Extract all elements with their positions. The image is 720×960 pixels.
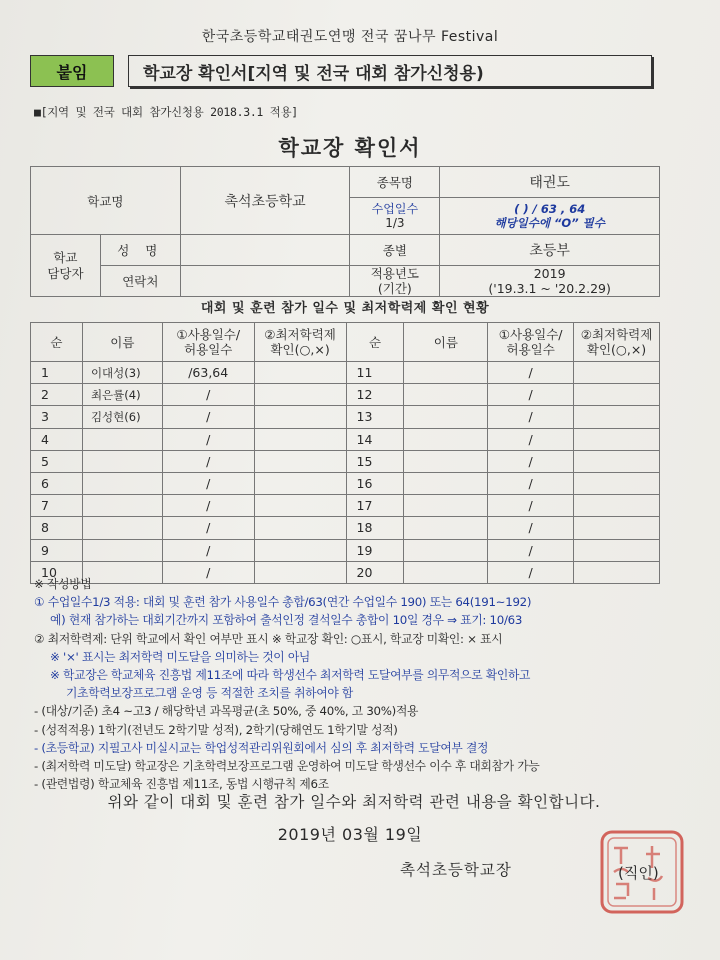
row-check[interactable] — [254, 406, 346, 428]
header-no-2: 순 — [346, 323, 404, 362]
header-days-2col-1: ①사용일수/ — [498, 327, 563, 342]
attachment-tag: 붙임 — [30, 55, 114, 87]
row-check[interactable] — [254, 539, 346, 561]
year-label-1: 적용년도 — [370, 266, 420, 281]
row-check[interactable] — [254, 450, 346, 472]
participation-roster-table — [30, 322, 660, 584]
row-no: 13 — [346, 406, 404, 428]
bullet-5: - (관련법령) 학교체육 진흥법 제11조, 동법 시행규칙 제6조 — [34, 777, 329, 792]
document-banner — [30, 55, 652, 87]
row-check[interactable] — [574, 450, 660, 472]
row-check[interactable] — [254, 495, 346, 517]
manager-label-2: 담당자 — [47, 265, 84, 281]
section-title: 대회 및 훈련 참가 일수 및 최저학력제 확인 현황 — [200, 301, 490, 316]
row-no: 14 — [346, 428, 404, 450]
attendance-label — [350, 198, 440, 235]
row-days[interactable]: / — [162, 450, 254, 472]
header-days-2: 허용일수 — [184, 342, 233, 357]
row-no: 2 — [31, 384, 83, 406]
writing-instructions — [34, 575, 674, 793]
row-check[interactable] — [254, 384, 346, 406]
seal-label: (직인) — [618, 864, 659, 882]
row-check[interactable] — [574, 384, 660, 406]
table-row — [31, 472, 660, 494]
note-2a — [34, 630, 674, 648]
row-no: 9 — [31, 539, 83, 561]
table-row — [31, 450, 660, 472]
row-name — [404, 428, 488, 450]
row-no: 5 — [31, 450, 83, 472]
row-days[interactable]: / — [162, 539, 254, 561]
notes-heading: ※ 작성방법 — [34, 577, 92, 591]
note-1a: ① 수업일수1/3 적용: 대회 및 훈련 참가 사용일수 총합/63(연간 수업일수 190) 또는 64(191~192) — [34, 595, 532, 610]
row-check[interactable] — [574, 428, 660, 450]
table-row — [31, 539, 660, 561]
row-days[interactable]: / — [162, 517, 254, 539]
row-days[interactable]: / — [488, 428, 574, 450]
table-row — [31, 406, 660, 428]
bullet-2: - (성적적용) 1학기(전년도 2학기말 성적), 2학기(당해연도 1학기말 성적) — [34, 722, 398, 737]
header-name: 이름 — [82, 323, 162, 362]
row-name — [82, 539, 162, 561]
row-name — [82, 472, 162, 494]
year-value — [440, 266, 660, 297]
row-days[interactable]: / — [488, 495, 574, 517]
attendance-value-2: 해당일수에 “O” 필수 — [494, 216, 605, 230]
attendance-value — [440, 198, 660, 235]
row-name: 최은률(4) — [82, 384, 162, 406]
row-check[interactable] — [574, 517, 660, 539]
row-name — [404, 384, 488, 406]
row-days[interactable]: / — [488, 517, 574, 539]
attendance-value-1: ( ) / 63 , 64 — [514, 202, 586, 216]
row-name: 이대성(3) — [82, 362, 162, 384]
row-no: 12 — [346, 384, 404, 406]
contact-label: 연락처 — [100, 266, 180, 297]
name-value[interactable] — [180, 235, 350, 266]
note-2d: 기초학력보장프로그램 운영 등 적절한 조치를 취하여야 함 — [66, 686, 354, 701]
row-check[interactable] — [254, 517, 346, 539]
bullet-1: - (대상/기준) 초4 ~고3 / 해당학년 과목평균(초 50%, 중 40%, 고 30%)적용 — [34, 704, 419, 719]
school-value: 촉석초등학교 — [180, 167, 350, 235]
row-name — [404, 539, 488, 561]
row-days[interactable]: / — [488, 362, 574, 384]
row-check[interactable] — [574, 362, 660, 384]
applicability-note: ■[지역 및 전국 대회 참가신청용 2018.3.1 적용] — [34, 105, 298, 119]
row-days[interactable]: /63,64 — [162, 362, 254, 384]
roster-header-row — [31, 323, 660, 362]
division-label: 종별 — [350, 235, 440, 266]
name-label: 성 명 — [100, 235, 180, 266]
header-check-2col-2: 확인(○,×) — [586, 342, 647, 357]
header-check-2: 확인(○,×) — [270, 342, 330, 357]
note-2c: ※ 학교장은 학교체육 진흥법 제11조에 따라 학생선수 최저학력 도달여부를 의무적으로 확인하고 — [50, 668, 531, 683]
row-check[interactable] — [254, 362, 346, 384]
row-days[interactable]: / — [488, 561, 574, 583]
festival-header: 한국초등학교태권도연맹 전국 꿈나무 Festival — [201, 29, 499, 45]
note-1b: 예) 현재 참가하는 대회기간까지 포함하여 출석인정 결석일수 총합이 10일 경우 ⇒ 표기: 10/63 — [50, 613, 523, 628]
year-value-2: ('19.3.1 ~ '20.2.29) — [488, 281, 611, 296]
row-days[interactable]: / — [488, 406, 574, 428]
row-check[interactable] — [254, 428, 346, 450]
event-label: 종목명 — [350, 167, 440, 198]
row-no: 3 — [31, 406, 83, 428]
row-no: 16 — [346, 472, 404, 494]
attendance-label-2: 1/3 — [385, 216, 405, 230]
row-no: 6 — [31, 472, 83, 494]
row-name — [82, 428, 162, 450]
row-name — [404, 450, 488, 472]
manager-label-1: 학교 — [53, 249, 78, 265]
row-no: 4 — [31, 428, 83, 450]
event-value: 태권도 — [440, 167, 660, 198]
row-no: 20 — [346, 561, 404, 583]
row-days[interactable]: / — [488, 384, 574, 406]
row-check[interactable] — [574, 495, 660, 517]
division-value: 초등부 — [440, 235, 660, 266]
year-label — [350, 266, 440, 297]
header-no: 순 — [31, 323, 83, 362]
document-title: 학교장 확인서 — [278, 136, 422, 160]
row-days[interactable]: / — [162, 472, 254, 494]
row-days[interactable]: / — [488, 450, 574, 472]
header-days-2col-2: 허용일수 — [506, 342, 555, 357]
header-days — [162, 323, 254, 362]
row-name — [82, 495, 162, 517]
row-name — [404, 362, 488, 384]
note-2a-text: ② 최저학력제: 단위 학교에서 확인 여부만 표시 ※ 학교장 확인: ○표시, 학교장 미확인: × 표시 — [34, 631, 503, 646]
row-no: 8 — [31, 517, 83, 539]
header-check-2col — [574, 323, 660, 362]
note-2b: ※ '×' 표시는 최저학력 미도달을 의미하는 것이 아님 — [50, 649, 311, 664]
row-name — [404, 406, 488, 428]
row-check[interactable] — [254, 472, 346, 494]
row-no: 11 — [346, 362, 404, 384]
table-row — [31, 362, 660, 384]
row-days[interactable]: / — [488, 472, 574, 494]
row-days[interactable]: / — [162, 384, 254, 406]
manager-label — [31, 235, 101, 297]
table-row — [31, 495, 660, 517]
row-check[interactable] — [574, 472, 660, 494]
year-label-2: (기간) — [377, 281, 412, 296]
row-check[interactable] — [574, 539, 660, 561]
row-no: 1 — [31, 362, 83, 384]
row-days[interactable]: / — [162, 428, 254, 450]
row-days[interactable]: / — [162, 495, 254, 517]
header-days-2col — [488, 323, 574, 362]
row-name: 김성현(6) — [82, 406, 162, 428]
row-name — [82, 450, 162, 472]
row-no: 18 — [346, 517, 404, 539]
header-check-2col-1: ②최저학력제 — [580, 327, 653, 342]
row-name — [404, 517, 488, 539]
header-check — [254, 323, 346, 362]
principal-signature: 촉석초등학교장 — [400, 861, 512, 879]
header-name-2: 이름 — [404, 323, 488, 362]
row-no: 19 — [346, 539, 404, 561]
table-row — [31, 384, 660, 406]
banner-title: 학교장 확인서[지역 및 전국 대회 참가신청용) — [128, 55, 652, 87]
school-info-table — [30, 166, 660, 297]
document-date: 2019년 03월 19일 — [277, 825, 423, 844]
table-row — [31, 428, 660, 450]
attendance-label-1: 수업일수 — [371, 202, 419, 216]
row-name — [82, 517, 162, 539]
header-check-1: ②최저학력제 — [264, 327, 336, 342]
contact-value[interactable] — [180, 266, 350, 297]
row-days[interactable]: / — [488, 539, 574, 561]
row-no: 17 — [346, 495, 404, 517]
bullet-4: - (최저학력 미도달) 학교장은 기초학력보장프로그램 운영하여 미도달 학생선수 이수 후 대회참가 가능 — [34, 759, 540, 774]
school-label: 학교명 — [31, 167, 181, 235]
row-check[interactable] — [574, 406, 660, 428]
header-days-1: ①사용일수/ — [176, 327, 241, 342]
row-no: 7 — [31, 495, 83, 517]
row-name — [404, 495, 488, 517]
bullet-3: - (초등학교) 지필고사 미실시교는 학업성적관리위원회에서 심의 후 최저학력 도달여부 결정 — [34, 740, 489, 755]
year-value-1: 2019 — [533, 266, 566, 281]
row-days[interactable]: / — [162, 561, 254, 583]
row-name — [404, 472, 488, 494]
closing-statement: 위와 같이 대회 및 훈련 참가 일수와 최저학력 관련 내용을 확인합니다. — [107, 793, 601, 811]
row-no: 10 — [31, 561, 83, 583]
table-row — [31, 517, 660, 539]
row-no: 15 — [346, 450, 404, 472]
row-days[interactable]: / — [162, 406, 254, 428]
